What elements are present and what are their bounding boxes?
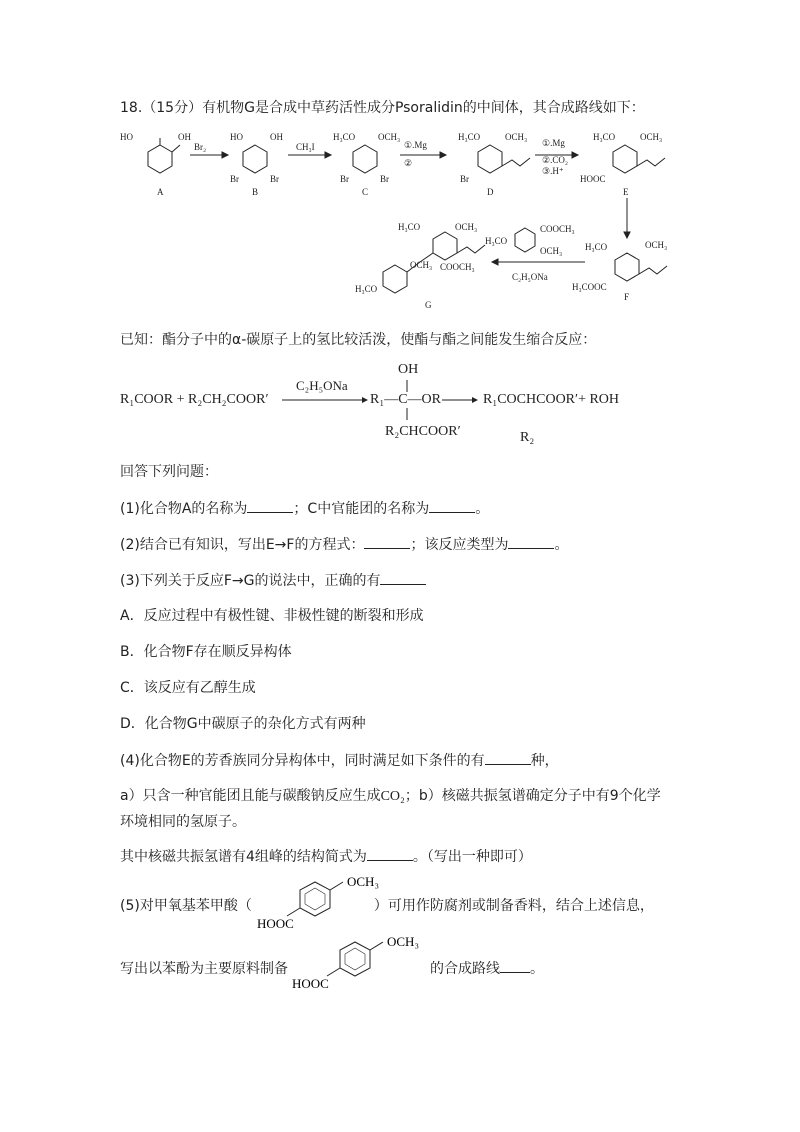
eq-left: R₁COOR + R₂CH₂COOR′ bbox=[120, 392, 269, 407]
known-text: 已知：酯分子中的α-碳原子上的氢比较活泼，使酯与酯之间能发生缩合反应： bbox=[120, 332, 597, 348]
ring-g-bottom bbox=[383, 265, 407, 293]
b-oh: OH bbox=[270, 132, 283, 142]
eq-right: R₁COCHCOOR′+ ROH bbox=[483, 392, 620, 407]
c-h3co: H₃CO bbox=[333, 132, 356, 142]
reagent-mg2: ①.Mg bbox=[542, 138, 565, 148]
q4 bbox=[120, 750, 559, 771]
q5-och3-2: OCH₃ bbox=[387, 934, 419, 949]
answer-intro: 回答下列问题： bbox=[120, 464, 218, 480]
a-oh: OH bbox=[178, 132, 191, 142]
q5-blank-route[interactable] bbox=[500, 958, 530, 973]
q3 bbox=[120, 570, 426, 591]
q2-text-c: 。 bbox=[554, 537, 569, 553]
label-a: A bbox=[157, 187, 164, 197]
q1-blank-2[interactable] bbox=[429, 498, 475, 513]
reagent-co2: ②.CO₂ bbox=[542, 155, 568, 165]
d-br: Br bbox=[460, 174, 469, 184]
q3-blank[interactable] bbox=[380, 570, 426, 585]
q5-hooc-2: HOOC bbox=[292, 976, 329, 991]
q1 bbox=[120, 498, 489, 519]
label-g: G bbox=[425, 300, 432, 310]
eq-sub: R₂CHCOOR′ bbox=[385, 424, 461, 439]
f-h3co: H₃CO bbox=[585, 242, 608, 252]
reagent-allylbr: ② bbox=[404, 158, 413, 168]
q2-text-b: ；该反应类型为 bbox=[410, 537, 509, 553]
label-d: D bbox=[487, 187, 494, 197]
q2-text-a: (2)结合已有知识，写出E→F的方程式： bbox=[120, 537, 365, 553]
q4-text-b: 种， bbox=[530, 753, 559, 769]
reagent-ch3i: CH₃I bbox=[296, 142, 315, 152]
q1-blank-1[interactable] bbox=[247, 498, 293, 513]
q4-co2: CO₂ bbox=[380, 789, 405, 804]
q4-ask-b: 。（写出一种即可） bbox=[412, 849, 532, 865]
q4-cond2: ；b）核磁共振氢谱确定分子中有9个化学 bbox=[404, 788, 661, 804]
c-br2: Br bbox=[380, 174, 389, 184]
f-och3: OCH₃ bbox=[645, 240, 668, 250]
reagent-br2: Br₂ bbox=[194, 142, 207, 152]
eq-arrow2 bbox=[440, 392, 480, 408]
label-f: F bbox=[624, 292, 630, 302]
ring-g-top bbox=[433, 232, 457, 260]
q1-text-b: ；C中官能团的名称为 bbox=[293, 501, 430, 517]
q5-text-e: 。 bbox=[530, 961, 544, 977]
reagent-naoet: C₂H₅ONa bbox=[512, 272, 548, 282]
ring-f bbox=[615, 253, 639, 281]
e-hooc: HOOC bbox=[580, 174, 606, 184]
q5-text-a: (5)对甲氧基苯甲酸（ bbox=[120, 898, 252, 914]
reagent-och3: OCH₃ bbox=[540, 246, 563, 256]
q4-cond1: a）只含一种官能团且能与碳酸钠反应生成 bbox=[120, 788, 381, 804]
e-h3co: H₃CO bbox=[593, 132, 616, 142]
methoxybenzoic-acid-structure-2 bbox=[290, 932, 430, 994]
b-br2: Br bbox=[270, 174, 279, 184]
q5-och3-1: OCH₃ bbox=[347, 874, 379, 889]
ring-e bbox=[613, 145, 637, 173]
q5-text-c: 写出以苯酚为主要原料制备 bbox=[120, 961, 288, 977]
label-b: B bbox=[252, 187, 259, 197]
question-score: （15分） bbox=[142, 100, 203, 116]
label-e: E bbox=[623, 187, 629, 197]
ring-reagent bbox=[515, 228, 535, 252]
question-intro: 有机物G是合成中草药活性成分Psoralidin的中间体，其合成路线如下： bbox=[202, 100, 645, 116]
option-a[interactable]: A．反应过程中有极性键、非极性键的断裂和形成 bbox=[120, 608, 424, 624]
q4-text-a: (4)化合物E的芳香族同分异构体中，同时满足如下条件的有 bbox=[120, 753, 485, 769]
q3-stem: (3)下列关于反应F→G的说法中，正确的有 bbox=[120, 573, 381, 589]
eq-oh: OH bbox=[398, 362, 419, 377]
q2 bbox=[120, 534, 568, 555]
g-h3co: H₃CO bbox=[398, 222, 421, 232]
q4-ask bbox=[120, 846, 532, 867]
reagent-cooch3: COOCH₃ bbox=[540, 224, 575, 234]
question-number: 18. bbox=[120, 100, 143, 116]
option-b[interactable]: B．化合物F存在顺反异构体 bbox=[120, 644, 292, 660]
a-ho: HO bbox=[120, 132, 133, 142]
f-h3cooc: H₃COOC bbox=[572, 282, 607, 292]
eq-middle: R₁—C—OR bbox=[370, 392, 442, 407]
e-och3: OCH₃ bbox=[640, 132, 663, 142]
q1-text-a: (1)化合物A的名称为 bbox=[120, 501, 248, 517]
ring-b bbox=[243, 145, 267, 173]
reagent-h: ③.H⁺ bbox=[542, 166, 564, 176]
q1-text-c: 。 bbox=[475, 501, 490, 517]
g-cooch3: COOCH₃ bbox=[440, 262, 475, 272]
option-d[interactable]: D．化合物G中碳原子的杂化方式有两种 bbox=[120, 716, 366, 732]
label-c: C bbox=[362, 187, 369, 197]
q4-conditions bbox=[120, 786, 661, 807]
q4-ask-a: 其中核磁共振氢谱有4组峰的结构简式为 bbox=[120, 849, 367, 865]
q5-text-b: ）可用作防腐剂或制备香料，结合上述信息， bbox=[373, 898, 654, 914]
q2-blank-1[interactable] bbox=[364, 534, 410, 549]
b-ho: HO bbox=[230, 132, 243, 142]
reagent-mg: ①.Mg bbox=[404, 140, 427, 150]
eq-arrow bbox=[280, 392, 370, 408]
c-br1: Br bbox=[340, 174, 349, 184]
eq-r2: R₂ bbox=[520, 430, 535, 445]
g-och3-2: OCH₃ bbox=[410, 260, 433, 270]
ring-a bbox=[148, 145, 172, 173]
d-och3: OCH₃ bbox=[505, 132, 528, 142]
c-och3: OCH₃ bbox=[378, 132, 401, 142]
option-c[interactable]: C．该反应有乙醇生成 bbox=[120, 680, 256, 696]
eq-reagent: C₂H₅ONa bbox=[296, 378, 348, 393]
q4-blank-structure[interactable] bbox=[367, 846, 413, 861]
b-br1: Br bbox=[230, 174, 239, 184]
g-h3co2: H₃CO bbox=[355, 284, 378, 294]
q2-blank-2[interactable] bbox=[508, 534, 554, 549]
q5-hooc-1: HOOC bbox=[257, 916, 294, 931]
g-och3: OCH₃ bbox=[455, 222, 478, 232]
ring-c bbox=[353, 145, 377, 173]
methoxybenzoic-acid-structure-1 bbox=[255, 872, 390, 934]
d-h3co: H₃CO bbox=[458, 132, 481, 142]
reagent-h3co: H₃CO bbox=[485, 236, 508, 246]
synthesis-scheme bbox=[0, 0, 800, 320]
q5-text-d: 的合成路线 bbox=[430, 961, 500, 977]
ring-d bbox=[478, 145, 502, 173]
q4-blank-count[interactable] bbox=[485, 750, 531, 765]
q4-cond3: 环境相同的氢原子。 bbox=[120, 814, 246, 830]
